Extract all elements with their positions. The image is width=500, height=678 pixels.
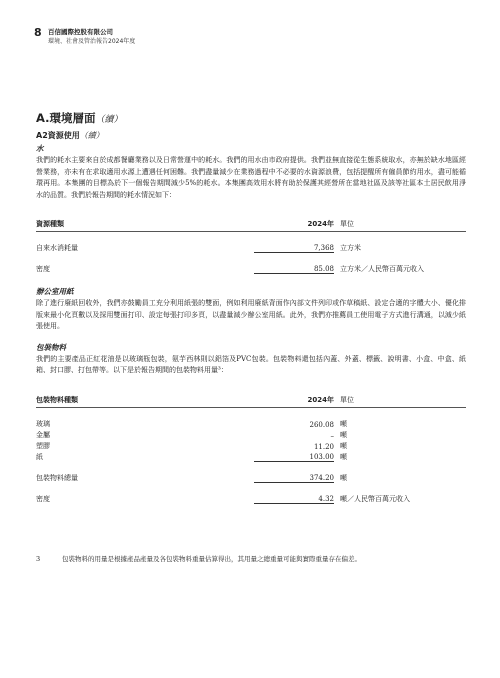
- row-label: 玻璃: [36, 419, 50, 428]
- subsection-title-cont: （續）: [79, 131, 104, 140]
- row-value: 85.08: [254, 265, 334, 274]
- row-value: 11.20: [313, 442, 334, 451]
- row-value: 374.20: [254, 474, 334, 483]
- packaging-col-unit: 單位: [340, 395, 354, 404]
- packaging-col-year: 2024年: [307, 395, 334, 404]
- row-value: 7,368: [254, 244, 334, 253]
- row-value: 260.08: [309, 420, 334, 429]
- row-unit: 噸: [340, 441, 347, 450]
- company-name: 百信國際控股有限公司: [48, 28, 113, 36]
- row-unit: 噸／人民幣百萬元收入: [340, 494, 410, 503]
- row-label: 密度: [36, 494, 50, 503]
- row-unit: 噸: [340, 419, 347, 428]
- packaging-table-header: [36, 391, 466, 408]
- paper-heading: 辦公室用紙: [36, 287, 74, 296]
- row-value: 103.00: [254, 453, 334, 462]
- packaging-heading: 包裝物料: [36, 342, 66, 352]
- subsection-title-text: A2資源使用: [36, 131, 80, 140]
- packaging-table: [36, 391, 466, 504]
- row-unit: 立方米／人民幣百萬元收入: [340, 265, 424, 273]
- water-col-unit: 單位: [340, 220, 354, 228]
- table-row: [36, 451, 466, 462]
- water-paragraph: 我們的耗水主要來自於成都餐廳業務以及日常營運中的耗水。我們的用水由市政府提供。我們並無直接從生態系統取水，亦無於缺水地區經營業務，亦未有在求取適用水源上遭遇任何困難。我們盡量減少在業務過程中不必要的水資源浪費，包括提醒所有僱員節約用水，盡可能循環再用。本集團的目標為於下一個報告期間減少5%的耗水。本集團高效用水將有助於保護其經營所在當地社區及該等社區本土居民飲用淨水的品質。我們於報告期間的耗水情況如下：: [36, 156, 466, 199]
- row-unit: 噸: [340, 452, 347, 461]
- table-row: [36, 242, 466, 253]
- water-heading: 水: [36, 144, 44, 153]
- table-row-total: [36, 472, 466, 483]
- section-title-cont: （續）: [95, 115, 123, 125]
- table-row: [36, 418, 466, 429]
- packaging-col-type: 包裝物料種類: [36, 395, 78, 404]
- section-title-text: A.環境層面: [36, 111, 96, 125]
- row-value: 4.32: [254, 495, 334, 504]
- footnote-text: 包裝物料的用量是根據產品產量及各包裝物料重量估算得出，其用量之總重量可能與實際重量存在偏差。: [62, 555, 361, 563]
- water-table-header: [36, 215, 466, 232]
- table-row: [36, 429, 466, 440]
- table-row: [36, 440, 466, 451]
- report-title: 環境、社會及管治報告2024年度: [48, 38, 136, 45]
- main-content: [36, 110, 466, 504]
- row-label: 自來水消耗量: [36, 244, 78, 252]
- section-title: [36, 110, 466, 126]
- row-label: 包裝物料總量: [36, 473, 78, 482]
- row-label: 紙: [36, 452, 43, 461]
- paper-paragraph: 除了進行廢紙回收外，我們亦鼓勵員工充分利用紙張的雙面，例如利用廢紙背面作內部文件列印或作草稿紙、設定合適的字體大小、優化排版來最小化頁數以及採用雙面打印、設定每張打印多頁，以盡量減少辦公室用紙。此外，我們亦推薦員工使用電子方式進行溝通，以減少紙張使用。: [36, 299, 466, 330]
- water-col-year: 2024年: [307, 220, 334, 228]
- table-row: [36, 263, 466, 274]
- page-number: 8: [34, 26, 42, 39]
- packaging-paragraph: 我們的主要產品正紅花油是以玻璃瓶包裝，氨芋西林則以鋁箔及PVC包裝。包裝物料還包括內蓋、外蓋、標籤、說明書、小盒、中盒、紙箱、封口膠、打包帶等。以下是於報告期間的包裝物料用量³：: [36, 354, 466, 374]
- footnote-mark: 3: [36, 555, 41, 563]
- row-unit: 噸: [340, 430, 347, 439]
- row-label: 塑膠: [36, 441, 50, 450]
- row-value: –: [330, 431, 334, 440]
- table-row-density: [36, 493, 466, 504]
- footnote: [36, 554, 361, 563]
- subsection-title: [36, 130, 466, 141]
- row-unit: 立方米: [340, 244, 361, 252]
- water-col-type: 資源種類: [36, 220, 64, 228]
- row-unit: 噸: [340, 473, 347, 482]
- water-table: [36, 215, 466, 274]
- row-label: 金屬: [36, 430, 50, 439]
- row-label: 密度: [36, 265, 50, 273]
